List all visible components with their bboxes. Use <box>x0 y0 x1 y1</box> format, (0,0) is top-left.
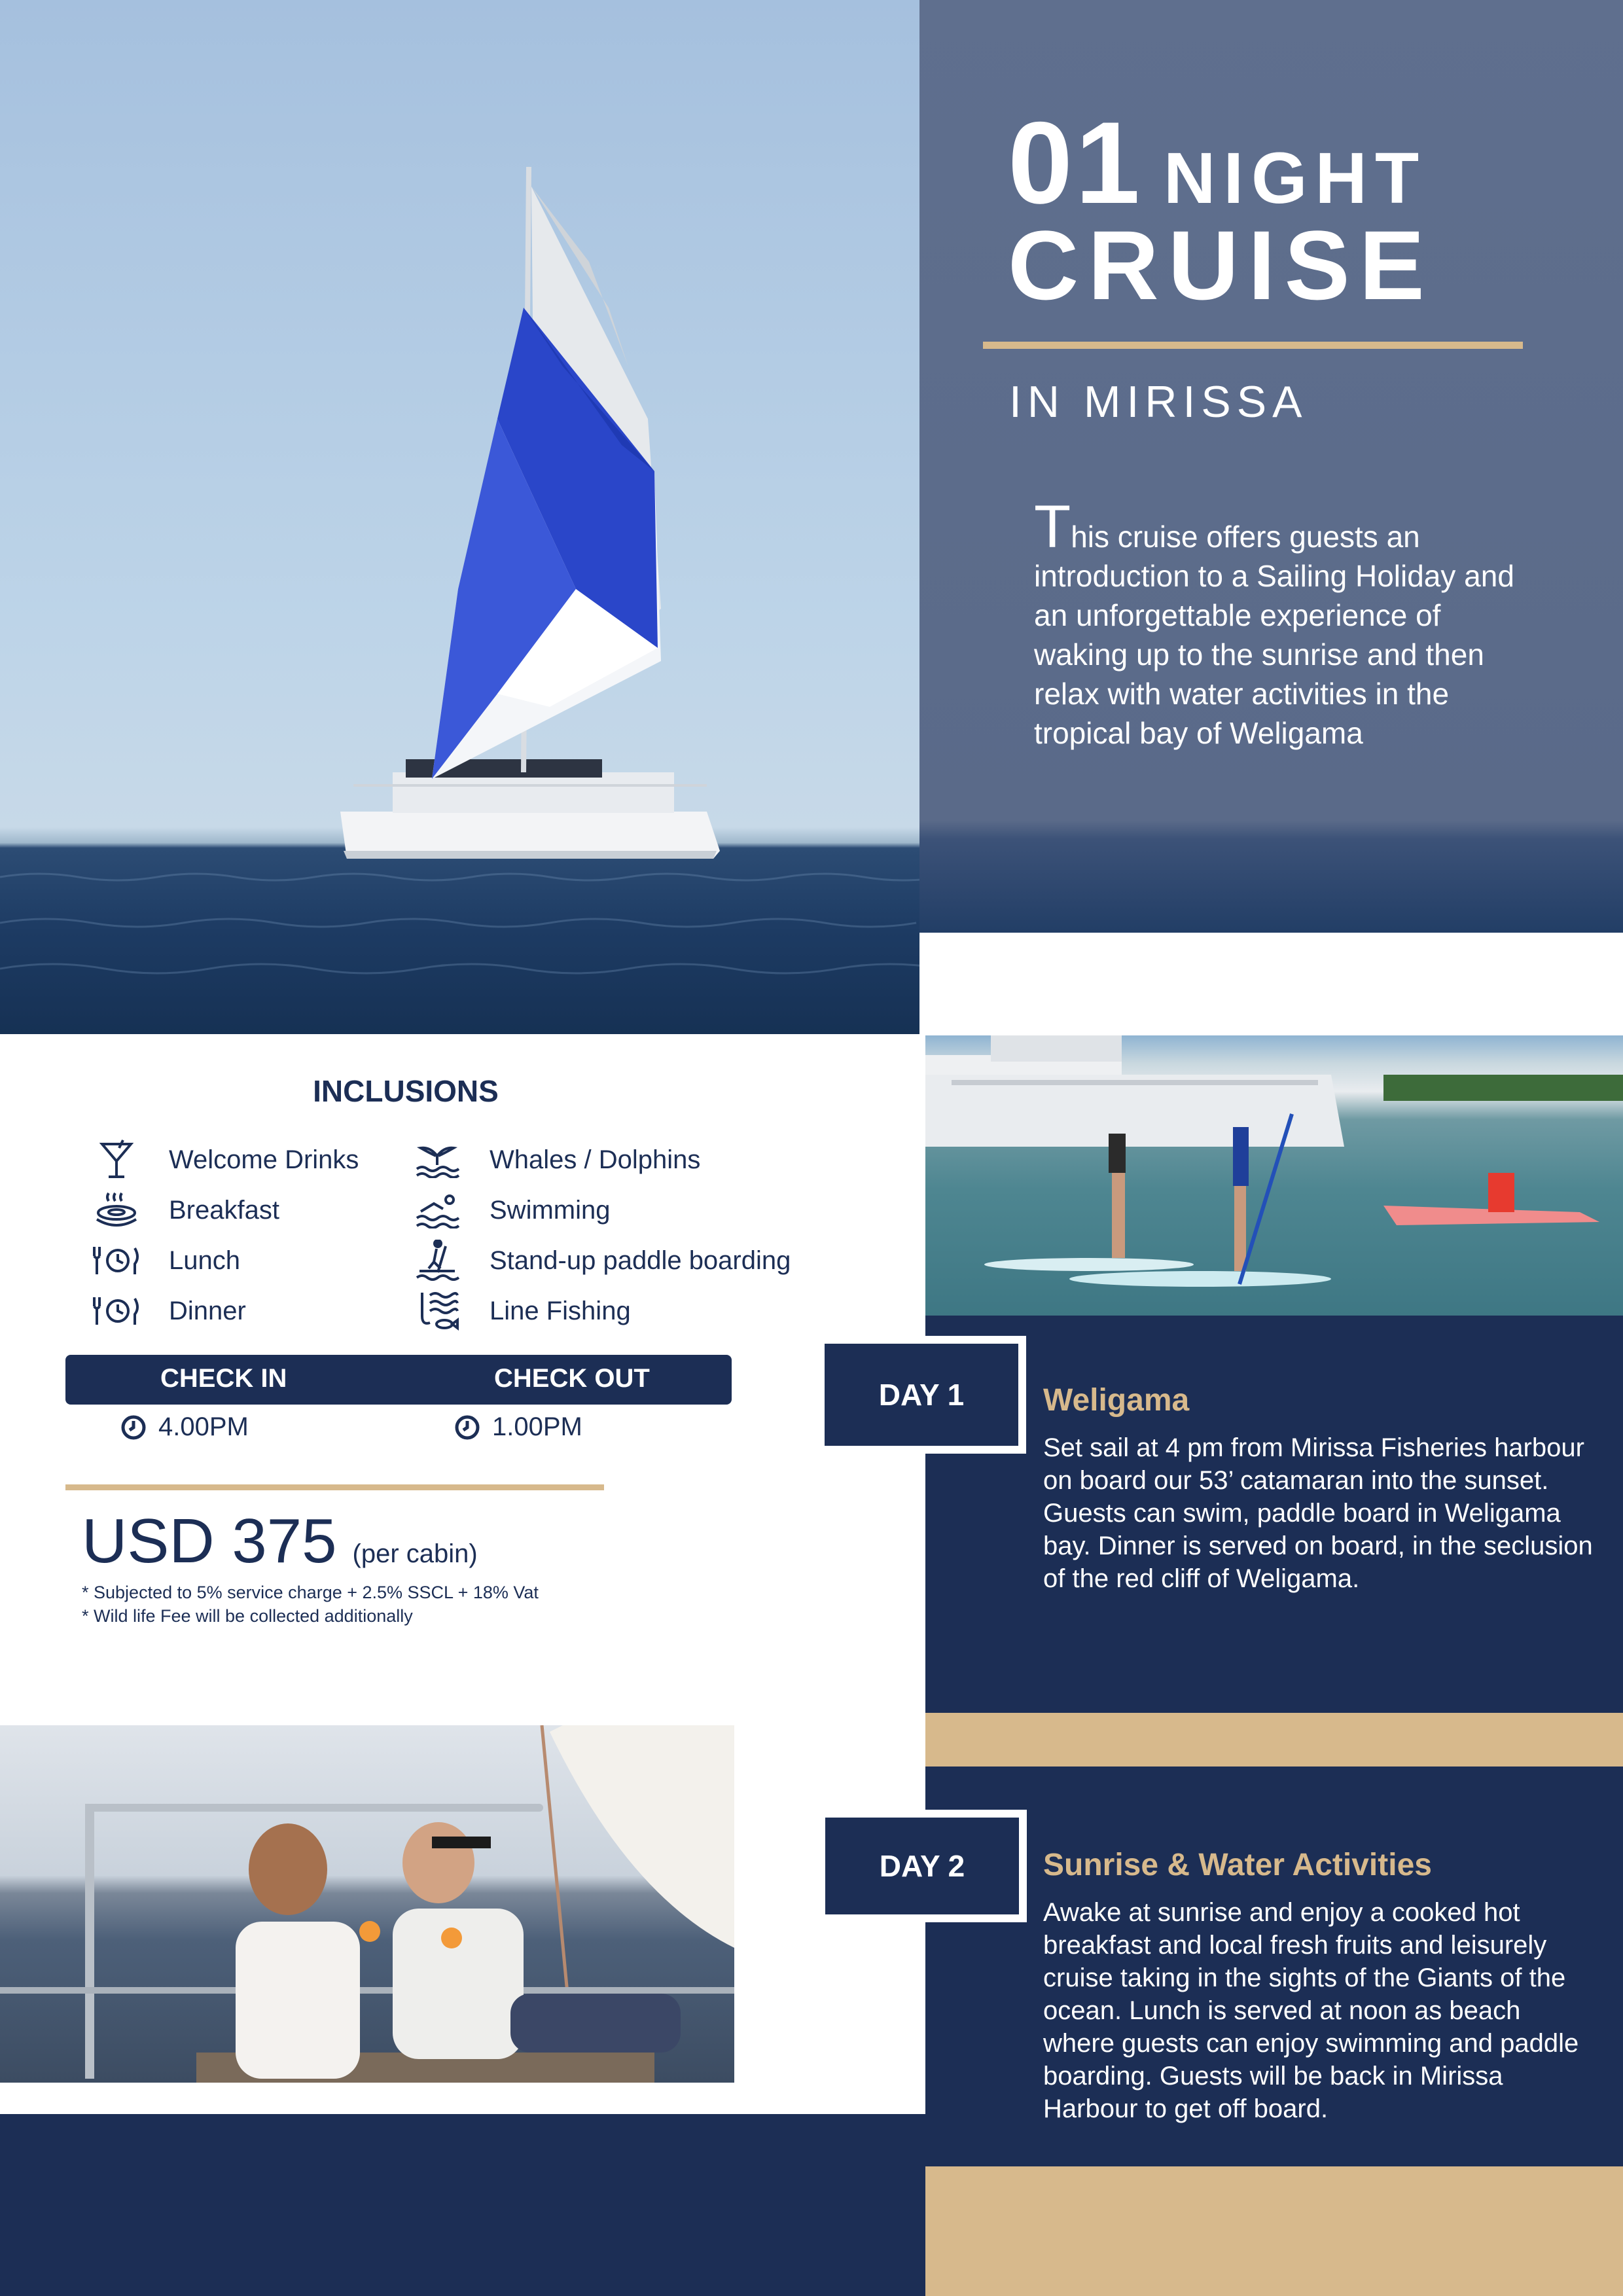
cruise-title: CRUISE <box>1008 210 1434 320</box>
inclusion-item <box>406 1238 791 1283</box>
price-unit: (per cabin) <box>352 1539 478 1568</box>
inclusion-label: Dinner <box>169 1296 246 1325</box>
clock-icon <box>120 1414 147 1441</box>
catamaran-photo <box>0 0 919 1034</box>
check-out-time-value: 1.00PM <box>492 1412 582 1441</box>
inclusion-item <box>406 1288 791 1334</box>
check-out-time <box>454 1412 582 1442</box>
couple-photo <box>0 1725 734 2083</box>
fork-clock-icon <box>85 1295 148 1327</box>
price-note: * Subjected to 5% service charge + 2.5% SSCL + 18% Vat <box>82 1583 539 1602</box>
couple-illustration <box>0 1725 734 2083</box>
day2-title: Sunrise & Water Activities <box>1043 1848 1432 1882</box>
paddle-boarding-illustration <box>925 1035 1623 1316</box>
catamaran-illustration <box>0 0 919 1034</box>
inclusion-item <box>85 1187 359 1233</box>
nights-number: 01 <box>1008 98 1143 228</box>
inclusions-heading: INCLUSIONS <box>313 1074 499 1108</box>
cocktail-glass-icon <box>85 1139 148 1181</box>
check-in-time <box>120 1412 249 1442</box>
accent-strip <box>925 1713 1623 1767</box>
check-out-label: CHECK OUT <box>494 1364 650 1393</box>
clock-icon <box>454 1414 480 1441</box>
inclusions-right-column <box>406 1137 791 1334</box>
check-in-label: CHECK IN <box>160 1364 287 1393</box>
day1-tab: DAY 1 <box>817 1336 1026 1454</box>
inclusion-item <box>85 1288 359 1334</box>
title-divider <box>983 342 1523 349</box>
price-note: * Wild life Fee will be collected additionally <box>82 1606 413 1626</box>
breakfast-plate-icon <box>85 1191 148 1230</box>
inclusion-label: Breakfast <box>169 1195 279 1225</box>
inclusion-item <box>406 1137 791 1183</box>
inclusion-label: Swimming <box>490 1195 611 1225</box>
inclusion-label: Line Fishing <box>490 1296 631 1325</box>
bottom-accent-block <box>925 2166 1623 2296</box>
nights-word: NIGHT <box>1164 138 1427 219</box>
inclusion-item <box>85 1238 359 1283</box>
inclusion-label: Stand-up paddle boarding <box>490 1246 791 1275</box>
swimmer-icon <box>406 1192 469 1229</box>
inclusions-left-column <box>85 1137 359 1334</box>
inclusion-label: Whales / Dolphins <box>490 1145 701 1174</box>
day2-tab: DAY 2 <box>817 1810 1027 1922</box>
price-divider <box>65 1484 604 1490</box>
cruise-description: This cruise offers guests an introduction to a Sailing Holiday and an unforgettable experience of waking up to the sunrise and then relax with water activities in the tropical bay of Weligama <box>1034 493 1514 750</box>
inclusion-label: Welcome Drinks <box>169 1145 359 1174</box>
fishing-hook-icon <box>406 1290 469 1332</box>
paddle-boarding-photo <box>925 1035 1623 1316</box>
paddle-board-icon <box>406 1240 469 1282</box>
price <box>82 1505 478 1577</box>
whale-tail-icon <box>406 1141 469 1178</box>
inclusion-label: Lunch <box>169 1246 240 1275</box>
fork-clock-icon <box>85 1244 148 1277</box>
inclusion-item <box>85 1137 359 1183</box>
day2-description: Awake at sunrise and enjoy a cooked hot breakfast and local fresh fruits and leisurely cruise taking in the sights of the Giants of the ocean. Lunch is served at noon as beach where guests can enjoy swimming and paddle boarding. Guests will be back in Mirissa Harbour to get off board. <box>1043 1898 1579 2123</box>
location-subtitle: IN MIRISSA <box>1009 377 1308 427</box>
inclusion-item <box>406 1187 791 1233</box>
day1-title: Weligama <box>1043 1383 1190 1418</box>
price-amount: USD 375 <box>82 1506 337 1576</box>
check-in-time-value: 4.00PM <box>158 1412 249 1441</box>
bottom-navy-block <box>0 2114 925 2296</box>
day1-description: Set sail at 4 pm from Mirissa Fisheries harbour on board our 53’ catamaran into the sunset. Guests can swim, paddle board in Weligama bay. Dinner is served on board, in the seclusion of the red cliff of Weligama. <box>1043 1433 1593 1593</box>
